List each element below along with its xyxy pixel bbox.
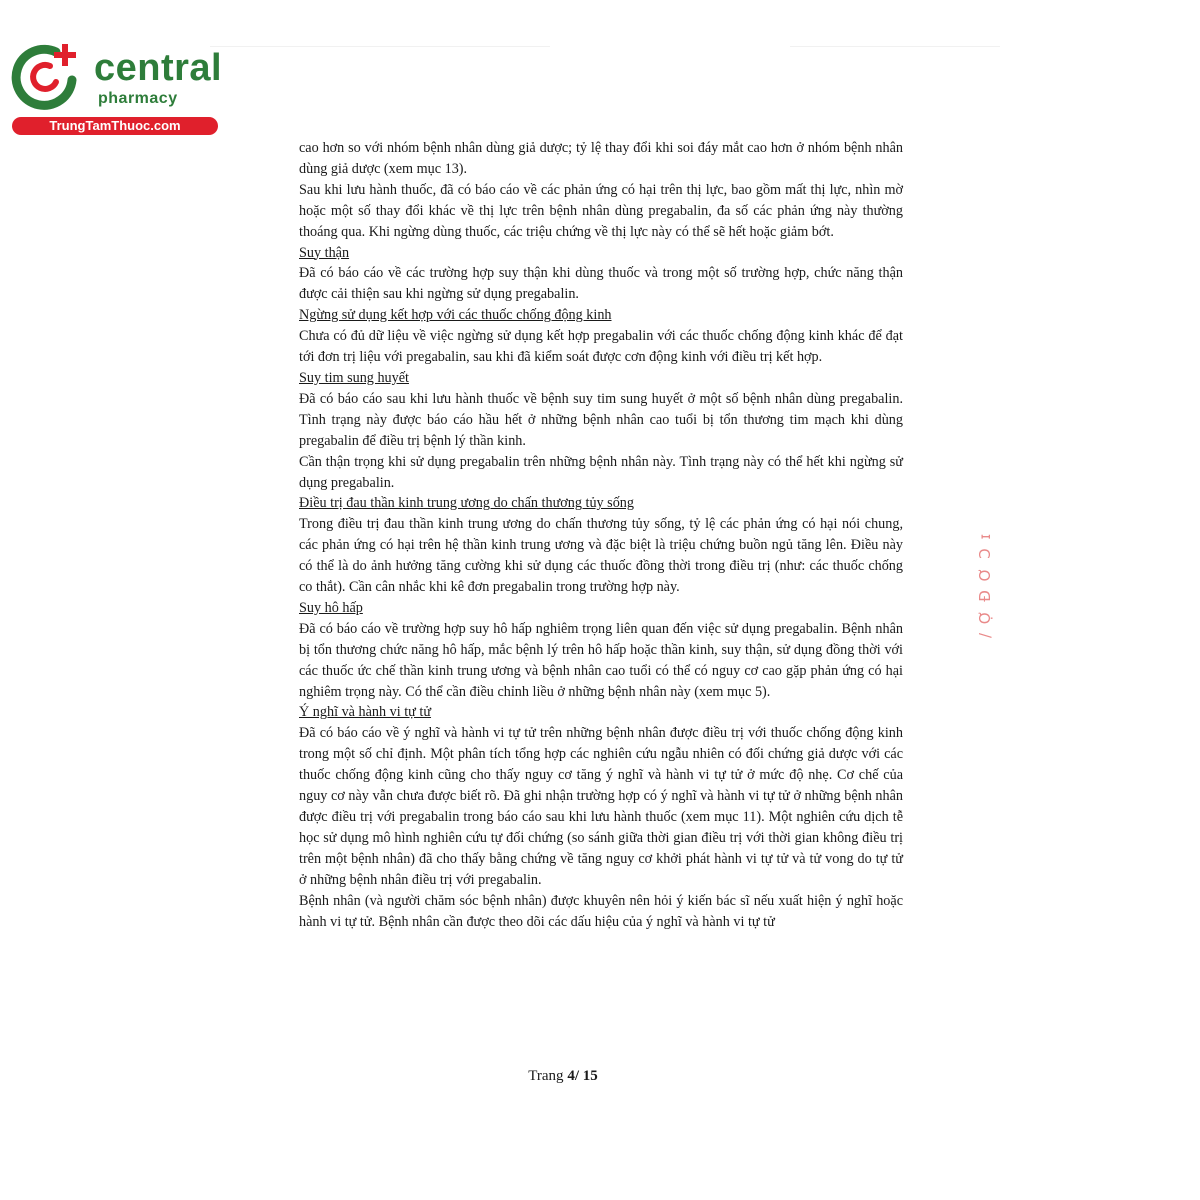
section-heading: Ý nghĩ và hành vi tự tử: [299, 704, 432, 721]
logo-url-badge[interactable]: TrungTamThuoc.com: [12, 117, 218, 135]
document-body: [299, 138, 903, 932]
paragraph: Đã có báo cáo về các trường hợp suy thận khi dùng thuốc và trong một số trường hợp, chức năng thận được cải thiện sau khi ngừng sử dụng pregabalin.: [299, 265, 903, 303]
paragraph: Đã có báo cáo sau khi lưu hành thuốc về bệnh suy tim sung huyết ở một số bệnh nhân dùng pregabalin. Tình trạng này được báo cáo hầu hết ở những bệnh nhân cao tuổi bị tổn thương tim mạch khi dùng pregabalin để điều trị bệnh lý thần kinh.: [299, 390, 903, 449]
scan-artifact: [790, 46, 1000, 47]
section-heading: Suy hô hấp: [299, 599, 363, 616]
page-prefix: Trang: [528, 1068, 568, 1084]
paragraph: Đã có báo cáo về ý nghĩ và hành vi tự tử trên những bệnh nhân được điều trị với thuốc chống động kinh trong một số chỉ định. Một phân tích tổng hợp các nghiên cứu ngẫu nhiên có đối chứng giả dược với các thuốc chống động kinh cũng cho thấy nguy cơ tăng ý nghĩ và hành vi tự tử ở mức độ nhẹ. Cơ chế của nguy cơ này vẫn chưa được biết rõ. Đã ghi nhận trường hợp có ý nghĩ và hành vi tự tử ở những bệnh nhân được điều trị với pregabalin trong báo cáo sau khi lưu hành thuốc (xem mục 11). Một nghiên cứu dịch tễ học sử dụng mô hình nghiên cứu tự đối chứng (so sánh giữa thời gian điều trị với thời gian không điều trị trên một bệnh nhân) đã cho thấy bằng chứng về tăng nguy cơ khởi phát hành vi tự tử và tử vong do tự tử ở những bệnh nhân điều trị với pregabalin.: [299, 725, 903, 888]
logo-name: central: [94, 47, 223, 89]
paragraph: Đã có báo cáo về trường hợp suy hô hấp nghiêm trọng liên quan đến việc sử dụng pregabalin. Bệnh nhân bị tổn thương chức năng hô hấp, mắc bệnh lý trên hô hấp hoặc thần kinh, suy thận, sử dụng đồng thời với các thuốc ức chế thần kinh trung ương và bệnh nhân cao tuổi có thể có nguy cơ cao gặp phản ứng có hại nghiêm trọng này. Có thể cần điều chỉnh liều ở những bệnh nhân này (xem mục 5).: [299, 620, 903, 700]
page-current: 4: [567, 1068, 575, 1084]
section-heading: Suy tim sung huyết: [299, 369, 409, 386]
page-separator: /: [574, 1068, 583, 1084]
section-heading: Điều trị đau thần kinh trung ương do chấn thương tủy sống: [299, 495, 634, 512]
pharmacy-logo-icon: [10, 38, 82, 110]
central-pharmacy-logo[interactable]: [10, 38, 223, 138]
paragraph: Sau khi lưu hành thuốc, đã có báo cáo về các phản ứng có hại trên thị lực, bao gồm mất thị lực, nhìn mờ hoặc một số thay đổi khác về thị lực trên bệnh nhân dùng pregabalin, đa số các phản ứng này thường thoáng qua. Khi ngừng dùng thuốc, các triệu chứng về thị lực này có thể sẽ hết hoặc giảm bớt.: [299, 181, 903, 240]
page-number: [0, 1068, 1126, 1085]
logo-subtitle: pharmacy: [98, 90, 178, 107]
paragraph: Trong điều trị đau thần kinh trung ương do chấn thương tủy sống, tỷ lệ các phản ứng có hại nói chung, các phản ứng có hại trên hệ thần kinh trung ương và đặc biệt là triệu chứng buồn ngủ tăng lên. Điều này có thể là do ảnh hưởng tăng cường khi sử dụng các thuốc đồng thời trong điều trị (như: các thuốc chống co thắt). Cần cân nhắc khi kê đơn pregabalin trong trường hợp này.: [299, 516, 903, 596]
paragraph: Bệnh nhân (và người chăm sóc bệnh nhân) được khuyên nên hỏi ý kiến bác sĩ nếu xuất hiện ý nghĩ hoặc hành vi tự tử. Bệnh nhân cần được theo dõi các dấu hiệu của ý nghĩ và hành vi tự tử: [299, 892, 903, 930]
paragraph: cao hơn so với nhóm bệnh nhân dùng giả dược; tỷ lệ thay đổi khi soi đáy mắt cao hơn ở nhóm bệnh nhân dùng giả dược (xem mục 13).: [299, 140, 903, 177]
page-total: 15: [582, 1068, 598, 1084]
section-heading: Suy thận: [299, 244, 350, 261]
red-stamp-mark: / Ợ Đ Ơ Ɔ ɪ: [976, 531, 994, 638]
section-heading: Ngừng sử dụng kết hợp với các thuốc chống động kinh: [299, 307, 612, 324]
paragraph: Cần thận trọng khi sử dụng pregabalin trên những bệnh nhân này. Tình trạng này có thể hết khi ngừng sử dụng pregabalin.: [299, 453, 903, 491]
paragraph: Chưa có đủ dữ liệu về việc ngừng sử dụng kết hợp pregabalin với các thuốc chống động kinh khác để đạt tới đơn trị liệu với pregabalin, sau khi đã kiểm soát được cơn động kinh với điều trị kết hợp.: [299, 328, 903, 366]
scan-artifact: [210, 46, 550, 47]
